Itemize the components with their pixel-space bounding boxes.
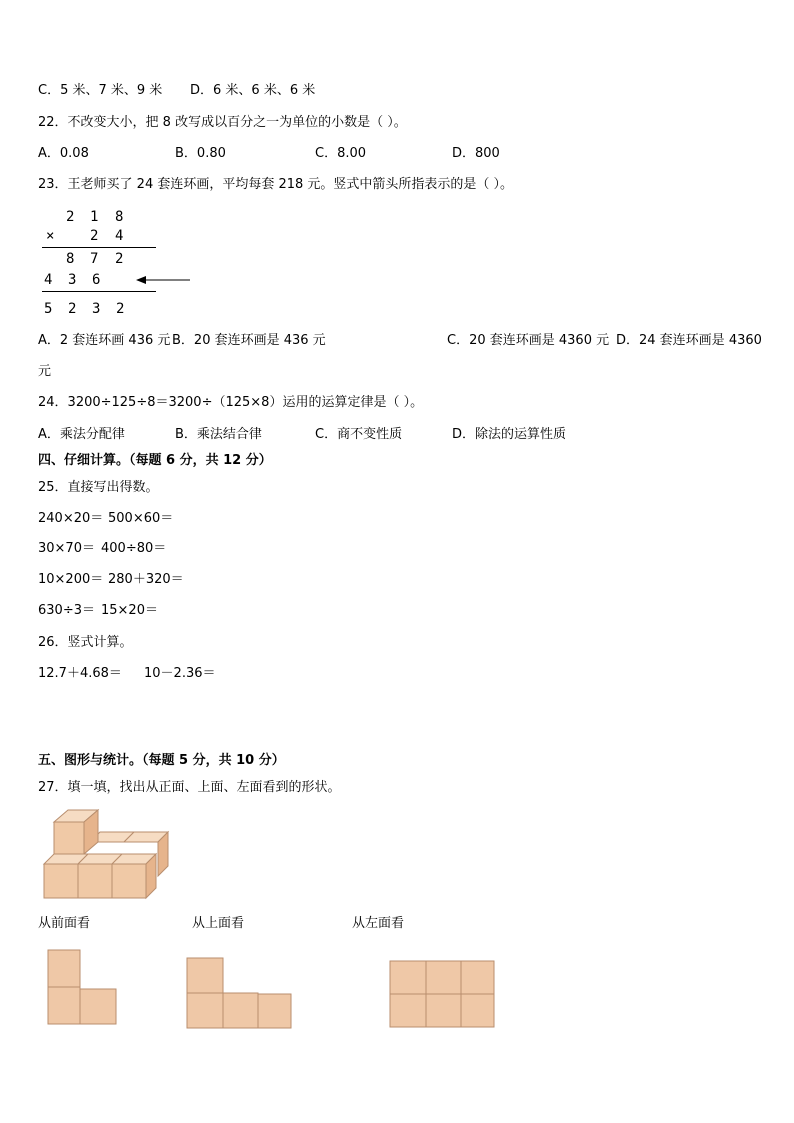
view-label-top: 从上面看 <box>192 916 245 931</box>
q25-question: 25．直接写出得数。 <box>38 480 159 495</box>
q23-option-d: D．24 套连环画是 4360 <box>616 333 762 348</box>
q24-question: 24．3200÷125÷8＝3200÷（125×8）运用的运算定律是（ ）。 <box>38 395 424 410</box>
v-r4-d2: 3 <box>68 272 77 288</box>
section4-title: 四、仔细计算。（每题 6 分，共 12 分） <box>38 453 272 468</box>
q23-question: 23．王老师买了 24 套连环画，平均每套 218 元。竖式中箭头所指表示的是（ ）。 <box>38 177 514 192</box>
left-view-figure <box>388 959 498 1031</box>
q22-option-c: C．8.00 <box>315 146 367 161</box>
q21-option-d: D．6 米、6 米、6 米 <box>190 83 316 98</box>
q25-r1-right: 500×60＝ <box>108 511 174 526</box>
v-r2-d2: 4 <box>115 228 124 244</box>
q23-option-wrap: 元 <box>38 364 52 379</box>
arrow-icon <box>134 272 194 288</box>
v-r4-d1: 4 <box>44 272 53 288</box>
q25-r4-right: 15×20＝ <box>101 603 158 618</box>
q25-r2-right: 400÷80＝ <box>101 541 167 556</box>
v-r3-d2: 7 <box>90 251 99 267</box>
v-r5-d1: 5 <box>44 301 53 317</box>
v-r4-d3: 6 <box>92 272 101 288</box>
rule-1 <box>42 247 156 248</box>
v-r5-d4: 2 <box>116 301 125 317</box>
section5-title: 五、图形与统计。（每题 5 分，共 10 分） <box>38 753 285 768</box>
q26-item-1: 12.7＋4.68＝ <box>38 666 122 681</box>
v-r5-d2: 2 <box>68 301 77 317</box>
q23-option-c: C．20 套连环画是 4360 元 <box>447 333 610 348</box>
q27-question: 27．填一填，找出从正面、上面、左面看到的形状。 <box>38 780 341 795</box>
q24-option-c: C．商不变性质 <box>315 427 403 442</box>
q24-option-a: A．乘法分配律 <box>38 427 125 442</box>
q22-question: 22．不改变大小，把 8 改写成以百分之一为单位的小数是（ ）。 <box>38 115 407 130</box>
rule-2 <box>42 291 156 292</box>
v-r3-d1: 8 <box>66 251 75 267</box>
q25-r1-left: 240×20＝ <box>38 511 104 526</box>
q22-option-b: B．0.80 <box>175 146 226 161</box>
q22-option-d: D．800 <box>452 146 500 161</box>
q25-r4-left: 630÷3＝ <box>38 603 95 618</box>
times-sign: × <box>46 228 55 244</box>
view-label-front: 从前面看 <box>38 916 91 931</box>
q23-option-a: A．2 套连环画 436 元 <box>38 333 171 348</box>
view-label-left: 从左面看 <box>352 916 405 931</box>
v-r2-d1: 2 <box>90 228 99 244</box>
v-r3-d3: 2 <box>115 251 124 267</box>
v-r5-d3: 3 <box>92 301 101 317</box>
q26-question: 26．竖式计算。 <box>38 635 133 650</box>
q26-item-2: 10－2.36＝ <box>144 666 216 681</box>
v-r1-d3: 8 <box>115 209 124 225</box>
q25-r2-left: 30×70＝ <box>38 541 95 556</box>
top-view-figure <box>185 956 295 1032</box>
q24-option-b: B．乘法结合律 <box>175 427 262 442</box>
cube-stack-figure <box>40 808 175 903</box>
v-r1-d2: 1 <box>90 209 99 225</box>
q23-option-b: B．20 套连环画是 436 元 <box>172 333 326 348</box>
v-r1-d1: 2 <box>66 209 75 225</box>
q25-r3-right: 280＋320＝ <box>108 572 184 587</box>
q25-r3-left: 10×200＝ <box>38 572 104 587</box>
front-view-figure <box>46 948 120 1028</box>
q22-option-a: A．0.08 <box>38 146 89 161</box>
q24-option-d: D．除法的运算性质 <box>452 427 567 442</box>
q21-option-c: C．5 米、7 米、9 米 <box>38 83 163 98</box>
